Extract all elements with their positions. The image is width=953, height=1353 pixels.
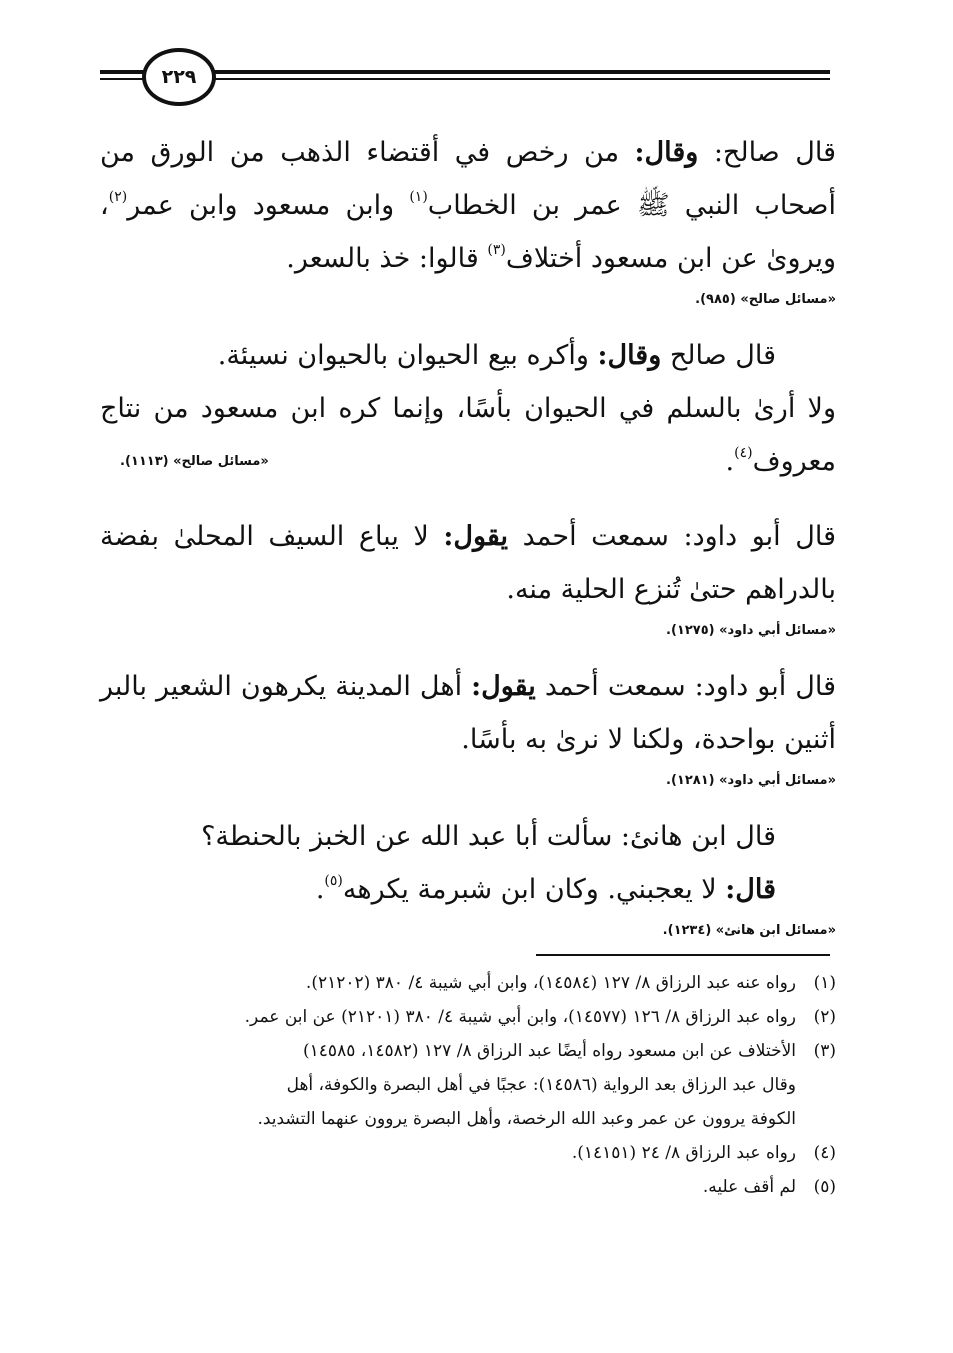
text-line [100, 382, 836, 435]
footnote-text: وقال عبد الرزاق بعد الرواية (١٤٥٨٦): عجبًا في أهل البصرة والكوفة، أهل [286, 1075, 796, 1095]
footnote-text: رواه عنه عبد الرزاق ٨/ ١٢٧ (١٤٥٨٤)، وابن أبي شيبة ٤/ ٣٨٠ (٢١٢٠٢). [305, 973, 796, 993]
footnote-marker: (٣) [487, 242, 506, 258]
footnote [100, 1170, 836, 1204]
footnote-number: (٢) [813, 1007, 836, 1027]
paragraph-block [100, 660, 836, 810]
footnote [100, 1136, 836, 1170]
text-line [100, 563, 836, 616]
source-citation: «مسائل ابن هانئ» (١٢٣٤). [662, 923, 836, 938]
source-citation: «مسائل صالح» (٩٨٥). [695, 292, 836, 307]
text-run: وأكره بيع الحيوان بالحيوان نسيئة. [217, 340, 598, 371]
main-text [100, 126, 836, 960]
text-run: قال ابن هانئ: سألت أبا عبد الله عن الخبز بالحنطة؟ [201, 821, 776, 852]
text-line [100, 126, 836, 179]
bold-term: وقال: [597, 340, 662, 371]
footnote-marker: (٤) [734, 445, 753, 461]
text-run: من رخص في أقتضاء الذهب من الورق من [100, 137, 635, 168]
footnote-text: لم أقف عليه. [702, 1177, 796, 1197]
footnote-number [796, 1068, 836, 1102]
bold-term: يقول: [471, 671, 536, 702]
footnote-marker: (٥) [324, 873, 343, 889]
text-line [100, 863, 836, 916]
text-run: لا يعجبني. وكان ابن شبرمة يكرهه [342, 874, 726, 905]
footnote-marker: (٢) [108, 189, 128, 205]
footnote-number: (٤) [813, 1143, 836, 1163]
text-run: قال صالح [661, 340, 776, 371]
bold-term: يقول: [443, 521, 509, 552]
footnotes [100, 966, 836, 1204]
source-citation: «مسائل صالح» (١١١٣). [120, 454, 269, 469]
footnote [100, 1034, 836, 1068]
text-line [100, 329, 836, 382]
source-citation: «مسائل أبي داود» (١٢٨١). [666, 773, 836, 788]
text-line [100, 232, 836, 285]
text-run: بالدراهم حتىٰ تُنزع الحلية منه. [506, 574, 836, 605]
text-line [100, 713, 836, 766]
text-run: ولا أرىٰ بالسلم في الحيوان بأسًا، وإنما كره ابن مسعود من نتاج [100, 393, 836, 424]
text-line [100, 660, 836, 713]
footnote-number: (١) [813, 973, 836, 993]
footnote [100, 966, 836, 1000]
text-run: . [315, 874, 325, 905]
bold-term: قال: [725, 874, 776, 905]
text-run: قالوا: خذ بالسعر. [286, 243, 488, 274]
page-number: ٢٢٩ [142, 48, 216, 106]
footnote-number: (٥) [813, 1177, 836, 1197]
text-run: قال أبو داود: سمعت أحمد [508, 521, 836, 552]
footnote-number: (٣) [813, 1041, 836, 1061]
source-citation: «مسائل أبي داود» (١٢٧٥). [666, 623, 836, 638]
text-run: ، [100, 190, 109, 221]
text-run: قال صالح: [698, 137, 836, 168]
footnote-marker: (١) [409, 189, 428, 205]
footnote [100, 1000, 836, 1034]
paragraph-block [100, 126, 836, 329]
text-run: . [725, 446, 735, 477]
text-run: أصحاب النبي ﷺ عمر بن الخطاب [427, 190, 836, 221]
text-run: أهل المدينة يكرهون الشعير بالبر [100, 671, 472, 702]
footnote-text: الكوفة يروون عن عمر وعبد الله الرخصة، وأهل البصرة يروون عنهما التشديد. [257, 1109, 796, 1129]
footnote-text: رواه عبد الرزاق ٨/ ٢٤ (١٤١٥١). [571, 1143, 796, 1163]
text-line [100, 435, 836, 488]
paragraph-block [100, 510, 836, 660]
text-line [100, 810, 836, 863]
page-header [100, 48, 830, 108]
footnote-text: الأختلاف عن ابن مسعود رواه أيضًا عبد الرزاق ٨/ ١٢٧ (١٤٥٨٢، ١٤٥٨٥) [303, 1041, 796, 1061]
paragraph-block [100, 329, 836, 510]
footnote [100, 1068, 836, 1102]
text-run: قال أبو داود: سمعت أحمد [535, 671, 836, 702]
footnote [100, 1102, 836, 1136]
footnote-number [796, 1102, 836, 1136]
text-run: ويروىٰ عن ابن مسعود أختلاف [505, 243, 836, 274]
paragraph-block [100, 810, 836, 960]
footnote-separator [536, 954, 830, 956]
text-line [100, 179, 836, 232]
text-line [100, 510, 836, 563]
text-run: أثنين بواحدة، ولكنا لا نرىٰ به بأسًا. [461, 724, 836, 755]
text-run: لا يباع السيف المحلىٰ بفضة [100, 521, 444, 552]
bold-term: وقال: [634, 137, 699, 168]
text-run: معروف [752, 446, 836, 477]
text-run: وابن مسعود وابن عمر [127, 190, 410, 221]
footnote-text: رواه عبد الرزاق ٨/ ١٢٦ (١٤٥٧٧)، وابن أبي شيبة ٤/ ٣٨٠ (٢١٢٠١) عن ابن عمر. [244, 1007, 796, 1027]
